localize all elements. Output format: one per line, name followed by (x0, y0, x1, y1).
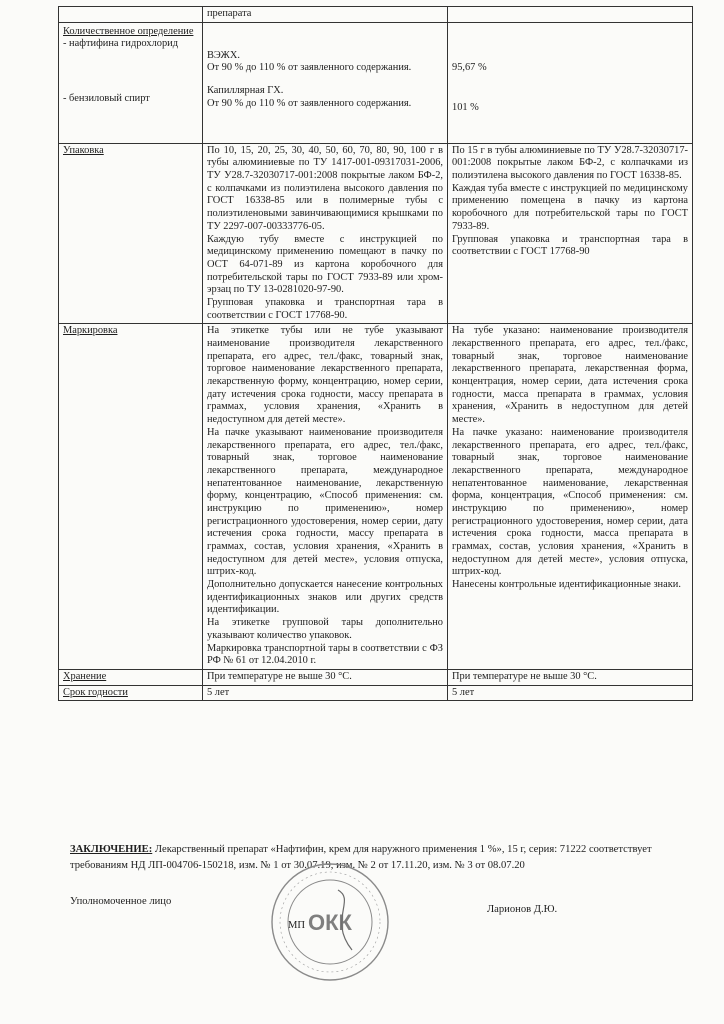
assay-requirements-cell (203, 22, 448, 143)
marking-results-cell (448, 324, 693, 670)
signatory-name: Ларионов Д.Ю. (487, 904, 558, 915)
paragraph: По 10, 15, 20, 25, 30, 40, 50, 60, 70, 80, 90, 100 г в тубы алюминиевые по ТУ 1417-001-09317031-2006, ТУ У28.7-32030717-001:2008 покрытые лаком БФ-2, с колпачками из полиэтилена высокого давления по ГОСТ 16338-85 или в полимерные тубы с полиэтиленовыми завинчивающимися крышками по ТУ 2297-007-00333776-05. (207, 144, 443, 232)
packaging-requirements-cell (203, 143, 448, 324)
packaging-results-cell (448, 143, 693, 324)
cell-empty (448, 7, 693, 23)
paragraph: По 15 г в тубы алюминиевые по ТУ У28.7-32030717-001:2008 покрытые лаком БФ-2, с колпачками из полиэтилена высокого давления по ГОСТ 16338-85. (452, 144, 688, 182)
paragraph: Групповая упаковка и транспортная тара в соответствии с ГОСТ 17768-90 (452, 233, 688, 258)
cell-text: препарата (203, 7, 448, 23)
marking-requirements-cell (203, 324, 448, 670)
marking-label: Маркировка (63, 325, 118, 337)
table-row-storage (59, 669, 693, 685)
storage-label-cell (59, 669, 203, 685)
assay-item2-requirement: От 90 % до 110 % от заявленного содержания. (207, 97, 412, 109)
assay-item1-requirement: От 90 % до 110 % от заявленного содержания. (207, 62, 412, 74)
paragraph: Каждая туба вместе с инструкцией по медицинскому применению помещена в пачку из картона коробочного для потребительской тары по ГОСТ 7933-89. (452, 182, 688, 232)
shelf-life-requirement: 5 лет (203, 685, 448, 701)
paragraph: На этикетке тубы или не тубе указывают наименование производителя лекарственного препарата, его адрес, тел./факс, товарный знак, торговое наименование лекарственного препарата, лекарственную форму, концентрацию, номер серии, дату истечения срока годности, массу препарата в граммах, условия хранения, «Хранить в недоступном для детей месте». (207, 325, 443, 426)
paragraph: Групповая упаковка и транспортная тара в соответствии с ГОСТ 17768-90. (207, 296, 443, 321)
paragraph: Нанесены контрольные идентификационные знаки. (452, 579, 681, 591)
assay-item2-method: Капиллярная ГХ. (207, 85, 284, 97)
table-row-assay (59, 22, 693, 143)
assay-results-cell (448, 22, 693, 143)
paragraph: На этикетке групповой тары дополнительно указывают количество упаковок. (207, 617, 443, 641)
table-row-marking (59, 324, 693, 670)
table-row-packaging (59, 143, 693, 324)
packaging-label-cell (59, 143, 203, 324)
specification-table (58, 6, 693, 701)
assay-item2-label: - бензиловый спирт (63, 93, 150, 105)
assay-item1-method: ВЭЖХ. (207, 49, 240, 61)
stamp-text: ОКК (308, 910, 352, 935)
assay-label-cell (59, 22, 203, 143)
cell-empty (59, 7, 203, 23)
paragraph: На пачке указано: наименование производителя лекарственного препарата, его адрес, тел./факс, товарный знак, торговое наименование лекарственного препарата, международное непатентованное наименование, лекарственная форма, концентрация, «Способ применения: см. инструкцию по применению», номер регистрационного удостоверения, номер серии, дата истечения срока годности, масса препарата в граммах, состав, условия хранения, «Хранить в недоступном для детей месте», условия отпуска, штрих-код. (452, 426, 688, 578)
assay-item2-result: 101 % (452, 102, 479, 114)
conclusion-text: Лекарственный препарат «Нафтифин, крем для наружного применения 1 %», 15 г, серия: 71222 соответствует требованиям НД ЛП-004706-150218, изм. № 1 от 30.07.19, изм. № 2 от 17.11.20, изм. № 3 от 08.07.20 (70, 844, 652, 872)
assay-item1-result: 95,67 % (452, 61, 487, 73)
authorized-person-label: Уполномоченное лицо (70, 896, 172, 907)
paragraph: Дополнительно допускается нанесение контрольных идентификационных знаков или других средств идентификации. (207, 579, 443, 616)
packaging-label: Упаковка (63, 144, 104, 156)
shelf-life-result: 5 лет (448, 685, 693, 701)
assay-label: Количественное определение (63, 25, 194, 37)
table-row (59, 7, 693, 23)
paragraph: На пачке указывают наименование производителя лекарственного препарата, его адрес, тел./факс, товарный знак, торговое наименование лекарственного препарата, международное непатентованное наименование, лекарственную форму, концентрацию, «Способ применения: см. инструкцию по применению», номер регистрационного удостоверения, номер серии, дату истечения срока годности, массу препарата в граммах, состав, условия хранения, «Хранить в недоступном для детей месте», условия отпуска, штрих-код. (207, 426, 443, 578)
shelf-life-label-cell (59, 685, 203, 701)
storage-label: Хранение (63, 670, 107, 682)
assay-item1-label: - нафтифина гидрохлорид (63, 38, 178, 50)
paragraph: Каждую тубу вместе с инструкцией по медицинскому применению помещают в пачку по ОСТ 64-071-89 из картона коробочного для потребительской тары по ГОСТ 7933-89 или хром-эрзац по ТУ 13-0281020-97-90. (207, 233, 443, 296)
storage-result: При температуре не выше 30 °С. (448, 669, 693, 685)
stamp-seal (268, 860, 392, 984)
mp-label: МП (288, 920, 306, 931)
paragraph: Маркировка транспортной тары в соответствии с ФЗ РФ № 61 от 12.04.2010 г. (207, 642, 443, 667)
paragraph: На тубе указано: наименование производителя лекарственного препарата, его адрес, тел./факс, товарный знак, торговое наименование лекарственного препарата, лекарственная форма, концентрация, номер серии, дата истечения срока годности, масса препарата в граммах, условия хранения, «Хранить в недоступном для детей месте». (452, 325, 688, 426)
table-row-shelf-life (59, 685, 693, 701)
conclusion-heading: ЗАКЛЮЧЕНИЕ: (70, 844, 153, 855)
shelf-life-label: Срок годности (63, 686, 128, 698)
storage-requirement: При температуре не выше 30 °С. (203, 669, 448, 685)
marking-label-cell (59, 324, 203, 670)
